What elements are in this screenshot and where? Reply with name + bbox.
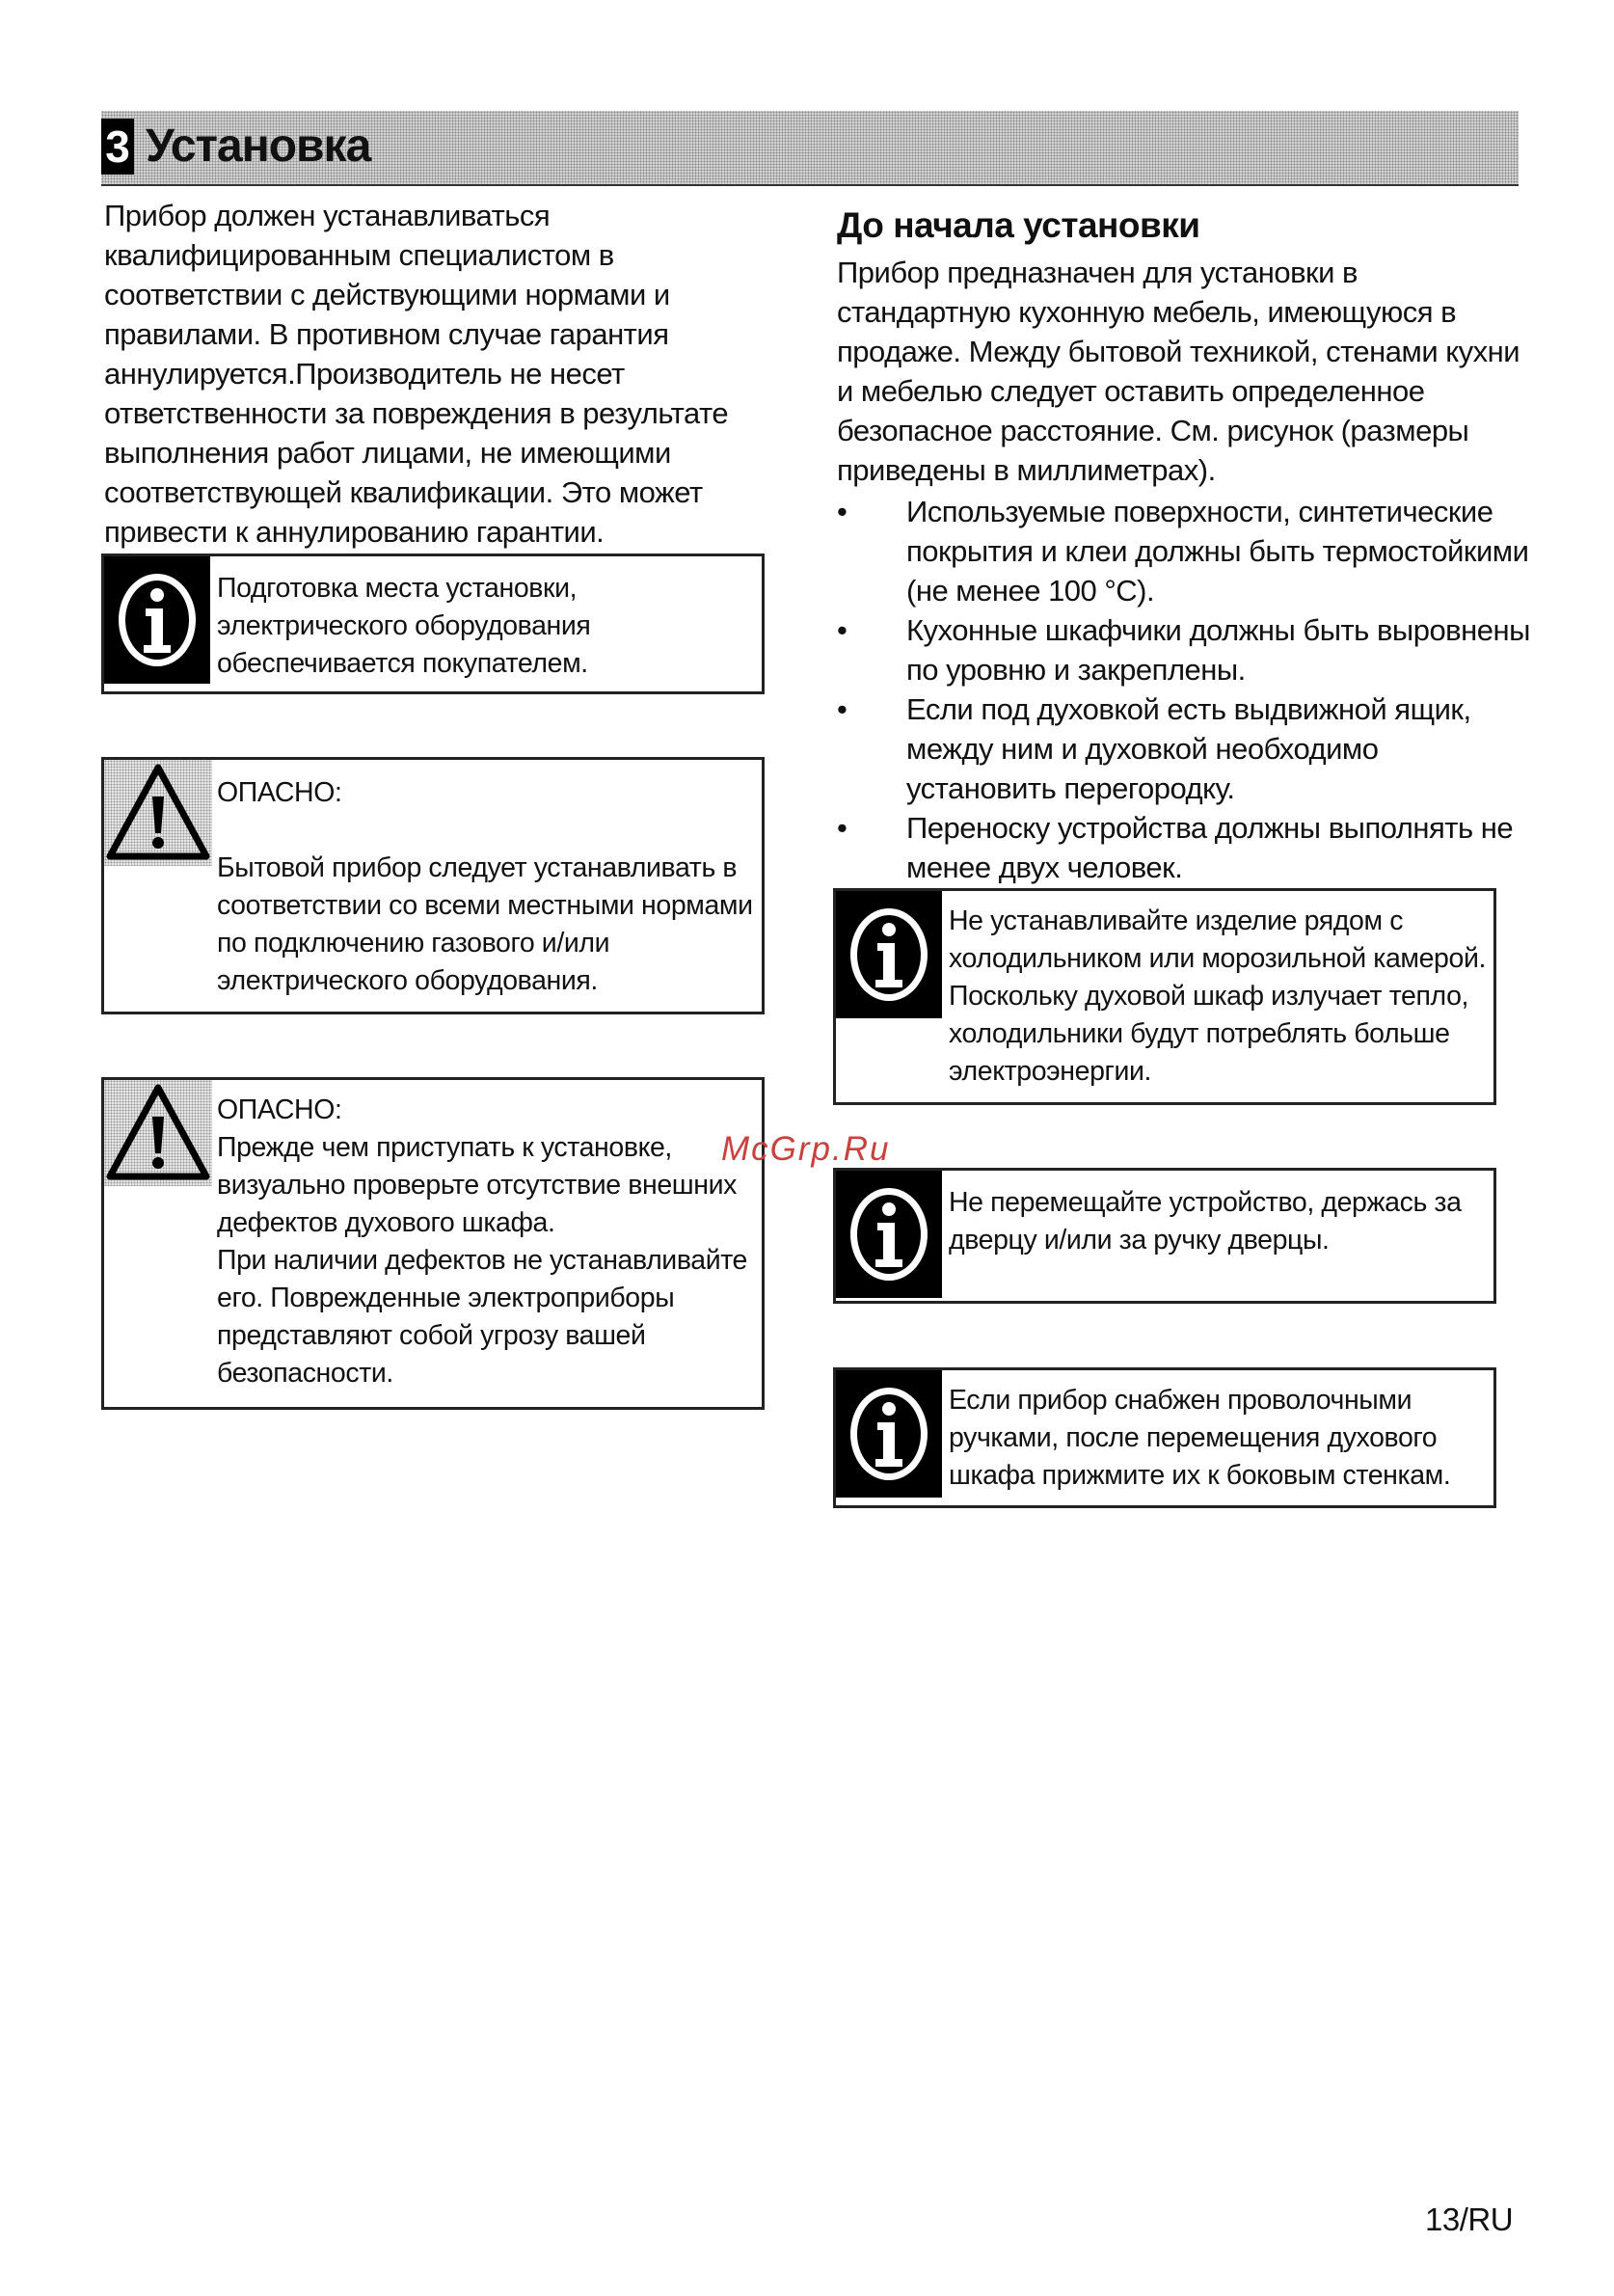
info-text: Не устанавливайте изделие рядом с холодильником или морозильной камерой. Поскольку духовой шкаф излучает тепло, холодильники будут потреблять больше электроэнергии. [949, 905, 1486, 1087]
section-header [101, 111, 1519, 186]
subheading: До начала установки [837, 205, 1200, 245]
info-text: Подготовка места установки, электрического оборудования обеспечивается покупателем. [217, 573, 591, 679]
info-icon [836, 891, 944, 1024]
section-number: 3 [101, 119, 134, 175]
info-box-handles [833, 1367, 1496, 1508]
list-item: • Переноску устройства должны выполнять не менее двух человек. [837, 811, 1514, 884]
list-item: • Используемые поверхности, синтетические покрытия и клеи должны быть термостойкими (не менее 100 °C). [837, 495, 1529, 608]
list-item: • Если под духовкой есть выдвижной ящик, между ним и духовкой необходимо установить перегородку. [837, 692, 1471, 805]
right-intro: Прибор предназначен для установки в стандартную кухонную мебель, имеющуюся в продаже. Между бытовой техникой, стенами кухни и мебелью следует оставить определенное безопасное расстояние. См. рисунок (размеры приведены в миллиметрах). [837, 256, 1520, 487]
warning-box-1 [101, 757, 765, 1014]
section-title: Установка [146, 121, 371, 172]
installation-intro: Прибор должен устанавливаться квалифицированным специалистом в соответствии с действующими нормами и правилами. В противном случае гарантия аннулируется.Производитель не несет ответственности за повреждения в результате выполнения работ лицами, не имеющими соответствующей квалификации. Это может привести к аннулированию гарантии. [104, 199, 729, 549]
list-item: • Кухонные шкафчики должны быть выровнены по уровню и закреплены. [837, 613, 1530, 687]
info-icon [836, 1370, 944, 1503]
warning-icon [104, 1080, 212, 1213]
info-box-moving [833, 1168, 1496, 1304]
info-box-fridge [833, 888, 1496, 1105]
info-icon [104, 556, 212, 689]
info-text: Не перемещайте устройство, держась за дверцу и/или за ручку дверцы. [949, 1187, 1462, 1256]
warning-text: Прежде чем приступать к установке, визуально проверьте отсутствие внешних дефектов духового шкафа. [217, 1132, 737, 1238]
requirements-list [837, 492, 1531, 887]
warning-icon [104, 760, 212, 893]
page-number: 13/RU [1425, 2201, 1514, 2237]
warning-label: ОПАСНО: [217, 1094, 342, 1125]
warning-label: ОПАСНО: [217, 777, 342, 808]
info-text: Если прибор снабжен проволочными ручками, после перемещения духового шкафа прижмите их к боковым стенкам. [949, 1385, 1451, 1491]
watermark: McGrp.Ru [721, 1130, 891, 1168]
warning-text: Бытовой прибор следует устанавливать в соответствии со всеми местными нормами по подключению газового и/или электрического оборудования. [217, 852, 753, 996]
info-icon [836, 1171, 944, 1304]
warning-text: При наличии дефектов не устанавливайте его. Поврежденные электроприборы представляют собой угрозу вашей безопасности. [217, 1245, 747, 1389]
info-box-preparation [101, 554, 765, 694]
warning-box-2 [101, 1077, 765, 1410]
